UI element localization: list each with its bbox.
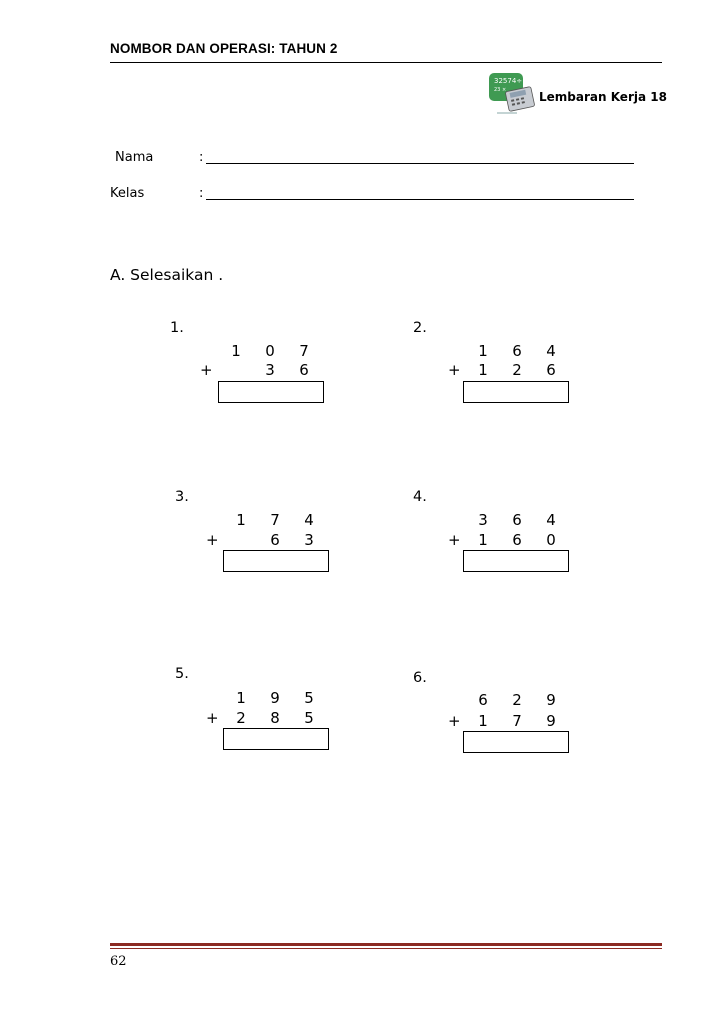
- class-write-line[interactable]: [206, 199, 634, 200]
- plus-sign: +: [206, 531, 219, 549]
- svg-text:23 ×: 23 ×: [494, 87, 507, 93]
- answer-box[interactable]: [218, 381, 324, 403]
- answer-box[interactable]: [463, 731, 569, 753]
- bottom-digit-hundreds: 1: [478, 531, 488, 549]
- worksheet-label: Lembaran Kerja 18: [539, 90, 667, 104]
- bottom-digit-tens: 2: [512, 361, 522, 379]
- top-digit-tens: 9: [270, 689, 280, 707]
- footer-divider-thick: [110, 943, 662, 946]
- question-number: 5.: [175, 666, 189, 682]
- top-digit-ones: 7: [299, 342, 309, 360]
- plus-sign: +: [448, 712, 461, 730]
- top-digit-hundreds: 1: [236, 511, 246, 529]
- answer-box[interactable]: [223, 728, 329, 750]
- question-number: 4.: [413, 489, 427, 505]
- page-number: 62: [110, 954, 127, 969]
- answer-box[interactable]: [463, 550, 569, 572]
- bottom-digit-hundreds: 1: [478, 361, 488, 379]
- bottom-digit-tens: 3: [265, 361, 275, 379]
- top-digit-ones: 9: [546, 691, 556, 709]
- bottom-digit-ones: 5: [304, 709, 314, 727]
- top-digit-ones: 4: [546, 342, 556, 360]
- plus-sign: +: [200, 361, 213, 379]
- top-digit-hundreds: 6: [478, 691, 488, 709]
- answer-box[interactable]: [463, 381, 569, 403]
- section-title: A. Selesaikan .: [110, 266, 224, 284]
- top-digit-ones: 4: [304, 511, 314, 529]
- header-divider: [110, 62, 662, 63]
- top-digit-tens: 7: [270, 511, 280, 529]
- top-digit-hundreds: 1: [231, 342, 241, 360]
- question-number: 3.: [175, 489, 189, 505]
- bottom-digit-tens: 8: [270, 709, 280, 727]
- bottom-digit-ones: 0: [546, 531, 556, 549]
- top-digit-tens: 0: [265, 342, 275, 360]
- name-colon: :: [199, 150, 204, 165]
- bottom-digit-tens: 6: [270, 531, 280, 549]
- bottom-digit-ones: 3: [304, 531, 314, 549]
- top-digit-ones: 4: [546, 511, 556, 529]
- top-digit-hundreds: 1: [236, 689, 246, 707]
- calculator-icon: [487, 73, 537, 117]
- bottom-digit-ones: 6: [299, 361, 309, 379]
- footer-divider-thin: [110, 948, 662, 949]
- top-digit-hundreds: 1: [478, 342, 488, 360]
- question-number: 1.: [170, 320, 184, 336]
- bottom-digit-ones: 9: [546, 712, 556, 730]
- top-digit-tens: 2: [512, 691, 522, 709]
- plus-sign: +: [448, 531, 461, 549]
- svg-text:32574÷: 32574÷: [494, 77, 523, 85]
- question-number: 6.: [413, 670, 427, 686]
- plus-sign: +: [206, 709, 219, 727]
- top-digit-ones: 5: [304, 689, 314, 707]
- answer-box[interactable]: [223, 550, 329, 572]
- plus-sign: +: [448, 361, 461, 379]
- name-label: Nama: [115, 150, 154, 165]
- bottom-digit-ones: 6: [546, 361, 556, 379]
- top-digit-tens: 6: [512, 511, 522, 529]
- bottom-digit-hundreds: 2: [236, 709, 246, 727]
- bottom-digit-tens: 6: [512, 531, 522, 549]
- page-header-title: NOMBOR DAN OPERASI: TAHUN 2: [110, 41, 338, 56]
- bottom-digit-hundreds: 1: [478, 712, 488, 730]
- top-digit-hundreds: 3: [478, 511, 488, 529]
- class-colon: :: [199, 186, 204, 201]
- class-label: Kelas: [110, 186, 145, 201]
- name-write-line[interactable]: [206, 163, 634, 164]
- question-number: 2.: [413, 320, 427, 336]
- bottom-digit-tens: 7: [512, 712, 522, 730]
- top-digit-tens: 6: [512, 342, 522, 360]
